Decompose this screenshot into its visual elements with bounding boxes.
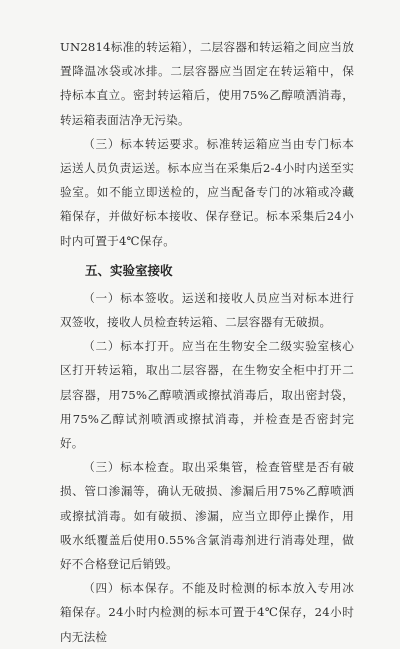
paragraph-specimen-signoff: （一）标本签收。运送和接收人员应当对标本进行双签收，接收人员检查转运箱、二层容器有无破损。 (60, 290, 354, 330)
paragraph-specimen-inspection: （三）标本检查。取出采集管，检查管壁是否有破损、管口渗漏等，确认无破损、渗漏后用75%乙醇喷洒或擦拭消毒。如有破损、渗漏，应当立即停止操作，用吸水纸覆盖后使用0.55%含氯消毒剂进行消毒处理，做好不合格登记后销毁。 (60, 460, 354, 572)
section-heading-lab-reception: 五、实验室接收 (85, 262, 173, 278)
paragraph-specimen-storage: （四）标本保存。不能及时检测的标本放入专用冰箱保存。24小时内检测的标本可置于4℃保存，24小时内无法检 (60, 581, 354, 644)
paragraph-transport-requirements: （三）标本转运要求。标准转运箱应当由专门标本运送人员负责运送。标本应当在采集后2-4小时内送至实验室。如不能立即送检的，应当配备专门的冰箱或冷藏箱保存，并做好标本接收、保存登记。标本采集后24小时内可置于4℃保存。 (60, 136, 354, 248)
paragraph-transport-box: UN2814标准的转运箱），二层容器和转运箱之间应当放置降温冰袋或冰排。二层容器应当固定在转运箱中，保持标本直立。密封转运箱后，使用75%乙醇喷洒消毒，转运箱表面洁净无污染。 (60, 40, 354, 127)
paragraph-specimen-opening: （二）标本打开。应当在生物安全二级实验室核心区打开转运箱，取出二层容器，在生物安全柜中打开二层容器，用75%乙醇喷洒或擦拭消毒后，取出密封袋，用75%乙醇试剂喷洒或擦拭消毒，并检查是否密封完好。 (60, 339, 354, 451)
